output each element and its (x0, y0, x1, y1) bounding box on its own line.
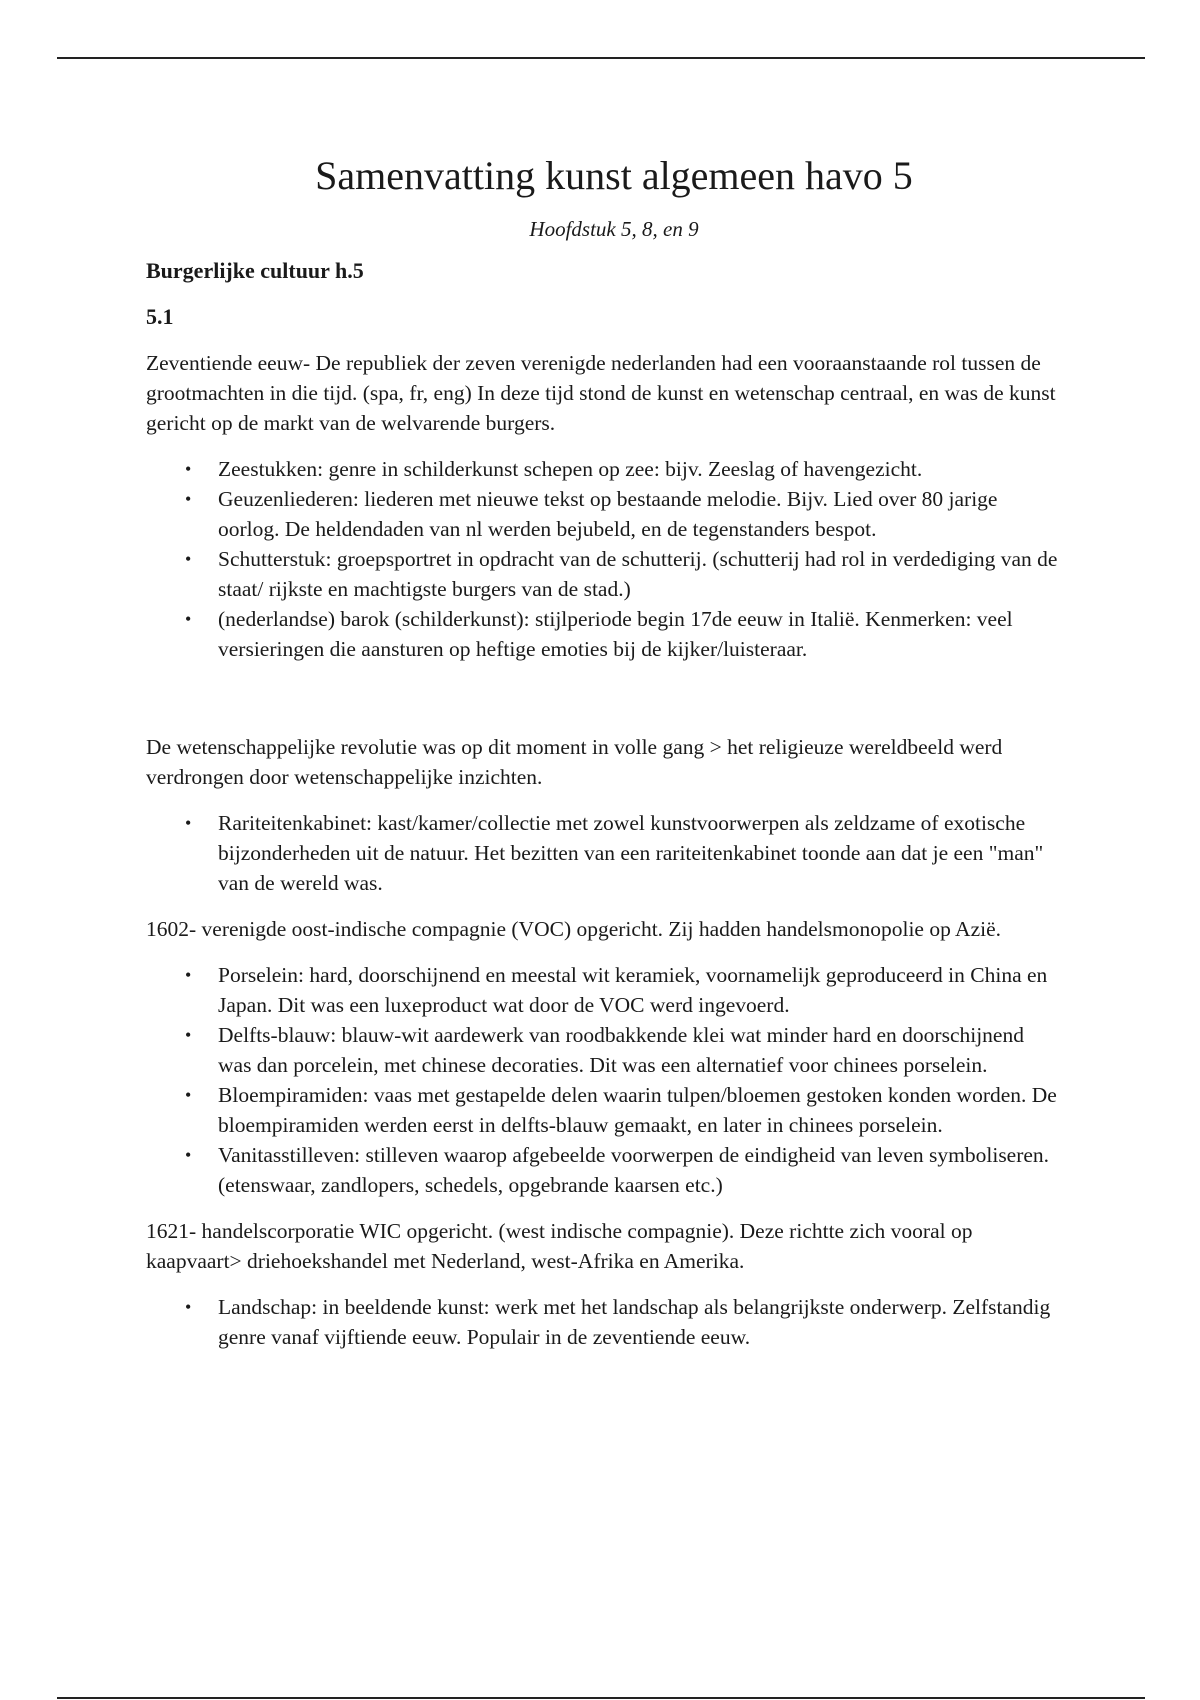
list-item (146, 454, 1062, 484)
list-item-text: Rariteitenkabinet: kast/kamer/collectie met zowel kunstvoorwerpen als zeldzame of exotische bijzonderheden uit de natuur. Het bezitten van een rariteitenkabinet toonde aan dat je een "man" van de wereld was. (218, 811, 1044, 895)
bullet-icon: • (185, 1145, 192, 1165)
bullet-icon: • (185, 609, 192, 629)
bullet-icon: • (185, 489, 192, 509)
bullet-icon: • (185, 1025, 192, 1045)
list-item (146, 1080, 1062, 1140)
list-item (146, 484, 1062, 544)
list-item-text: Geuzenliederen: liederen met nieuwe tekst op bestaande melodie. Bijv. Lied over 80 jarige oorlog. De heldendaden van nl werden bejubeld, en de tegenstanders bespot. (218, 487, 998, 541)
list-item (146, 1020, 1062, 1080)
bullet-list (146, 1292, 1062, 1352)
list-item-text: Porselein: hard, doorschijnend en meestal wit keramiek, voornamelijk geproduceerd in China en Japan. Dit was een luxeproduct wat door de VOC werd ingevoerd. (218, 963, 1048, 1017)
top-rule (57, 57, 1145, 59)
list-item (146, 604, 1062, 664)
document-page (146, 140, 1062, 1352)
bullet-list (146, 960, 1062, 1200)
bottom-rule (57, 1697, 1145, 1699)
bullet-icon: • (185, 459, 192, 479)
list-item-text: Landschap: in beeldende kunst: werk met het landschap als belangrijkste onderwerp. Zelfstandig genre vanaf vijftiende eeuw. Populair in de zeventiende eeuw. (218, 1295, 1051, 1349)
bullet-list (146, 808, 1062, 898)
list-item (146, 1292, 1062, 1352)
paragraph: Zeventiende eeuw- De republiek der zeven verenigde nederlanden had een vooraanstaande rol tussen de grootmachten in die tijd. (spa, fr, eng) In deze tijd stond de kunst en wetenschap centraal, en was de kunst gericht op de markt van de welvarende burgers. (146, 351, 1056, 435)
page-subtitle: Hoofdstuk 5, 8, en 9 (529, 217, 699, 241)
bullet-icon: • (185, 549, 192, 569)
paragraph: 1621- handelscorporatie WIC opgericht. (west indische compagnie). Deze richtte zich vooral op kaapvaart> driehoekshandel met Nederland, west-Afrika en Amerika. (146, 1219, 973, 1273)
list-item-text: Zeestukken: genre in schilderkunst schepen op zee: bijv. Zeeslag of havengezicht. (218, 457, 923, 481)
list-item (146, 1140, 1062, 1200)
bullet-icon: • (185, 1297, 192, 1317)
bullet-list (146, 454, 1062, 664)
paragraph: De wetenschappelijke revolutie was op dit moment in volle gang > het religieuze wereldbeeld werd verdrongen door wetenschappelijke inzichten. (146, 735, 1003, 789)
list-item (146, 808, 1062, 898)
blank-space (146, 664, 1062, 716)
list-item (146, 544, 1062, 604)
subsection-heading: 5.1 (146, 304, 174, 329)
list-item-text: (nederlandse) barok (schilderkunst): stijlperiode begin 17de eeuw in Italië. Kenmerken: veel versieringen die aansturen op heftige emoties bij de kijker/luisteraar. (218, 607, 1013, 661)
list-item-text: Schutterstuk: groepsportret in opdracht van de schutterij. (schutterij had rol in verdediging van de staat/ rijkste en machtigste burgers van de stad.) (218, 547, 1058, 601)
list-item (146, 960, 1062, 1020)
list-item-text: Vanitasstilleven: stilleven waarop afgebeelde voorwerpen de eindigheid van leven symboliseren. (etenswaar, zandlopers, schedels, opgebrande kaarsen etc.) (218, 1143, 1050, 1197)
bullet-icon: • (185, 965, 192, 985)
list-item-text: Delfts-blauw: blauw-wit aardewerk van roodbakkende klei wat minder hard en doorschijnend was dan porcelein, met chinese decoraties. Dit was een alternatief voor chinees porselein. (218, 1023, 1024, 1077)
page-title: Samenvatting kunst algemeen havo 5 (315, 153, 913, 198)
bullet-icon: • (185, 1085, 192, 1105)
list-item-text: Bloempiramiden: vaas met gestapelde delen waarin tulpen/bloemen gestoken konden worden. De bloempiramiden werden eerst in delfts-blauw gemaakt, en later in chinees porselein. (218, 1083, 1057, 1137)
paragraph: 1602- verenigde oost-indische compagnie (VOC) opgericht. Zij hadden handelsmonopolie op Azië. (146, 917, 1002, 941)
bullet-icon: • (185, 813, 192, 833)
section-heading: Burgerlijke cultuur h.5 (146, 258, 364, 283)
